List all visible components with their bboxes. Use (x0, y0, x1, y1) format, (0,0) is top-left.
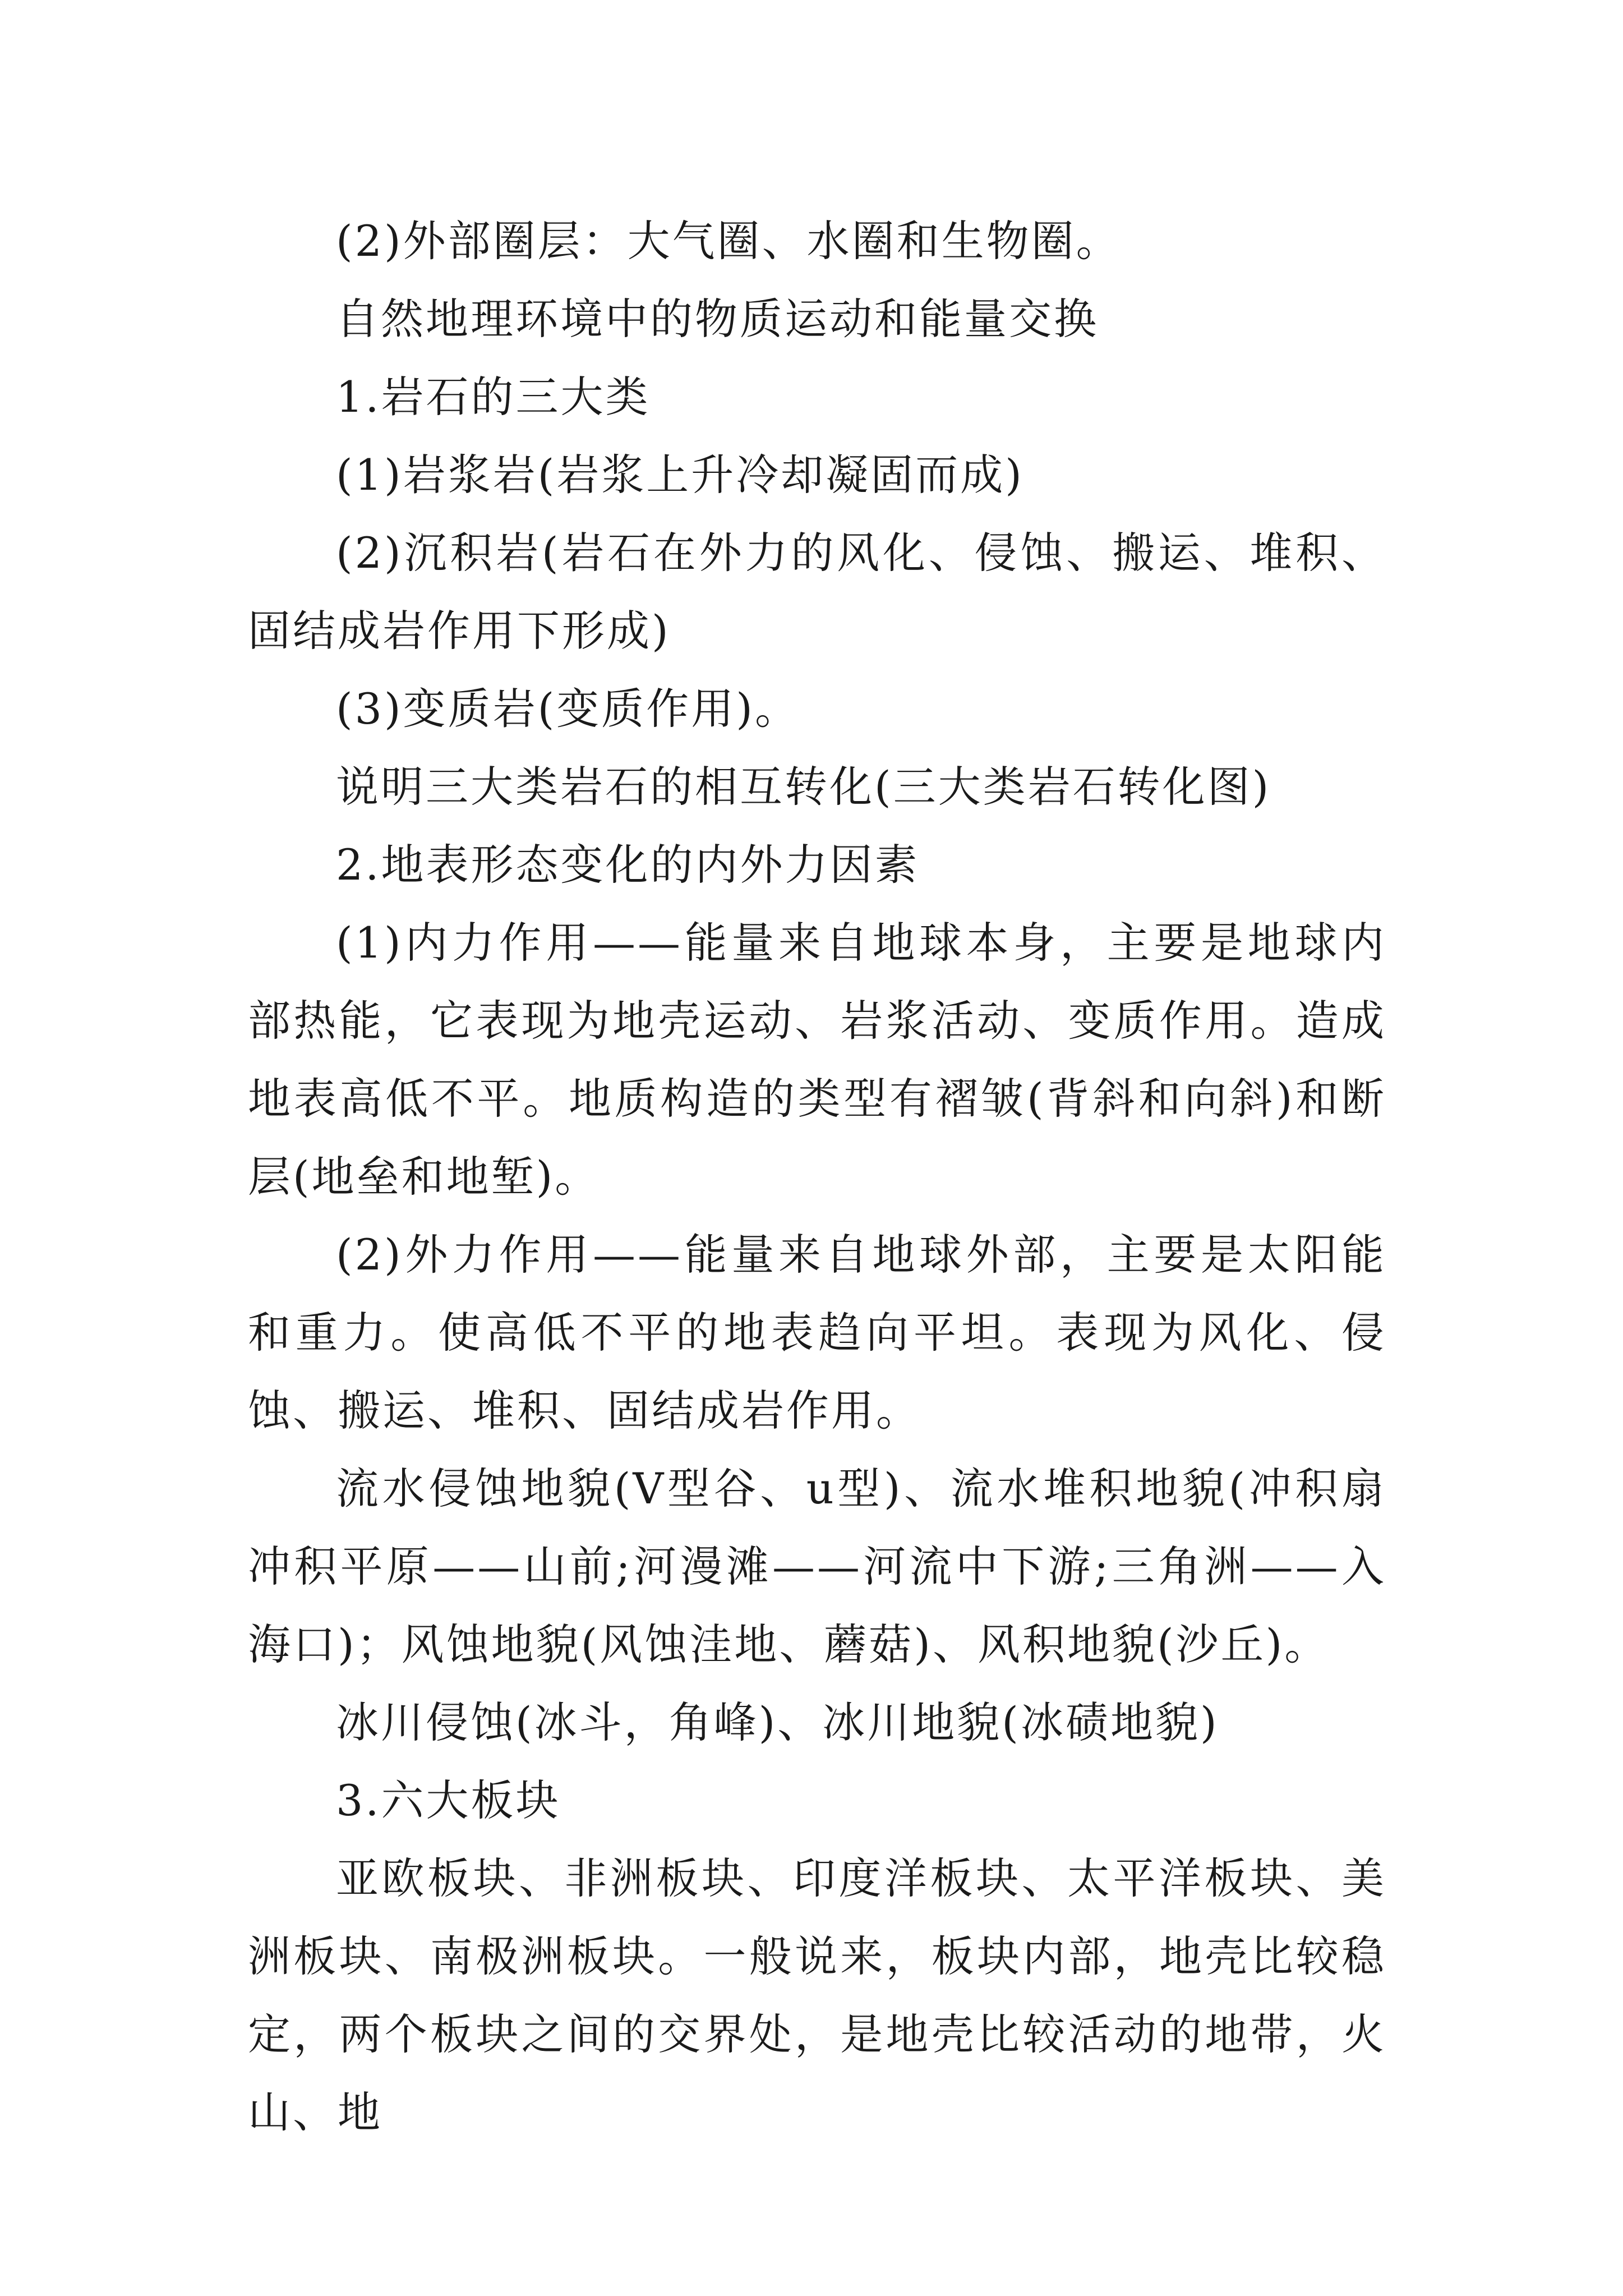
paragraph-plates-heading: 3.六大板块 (336, 1775, 561, 1825)
paragraph-internal-forces: (1)内力作用——能量来自地球本身，主要是地球内部热能，它表现为地壳运动、岩浆活动、变质作用。造成地表高低不平。地质构造的类型有褶皱(背斜和向斜)和断层(地垒和地堑)。 (248, 918, 1386, 1202)
paragraph-outer-spheres: (2)外部圈层：大气圈、水圈和生物圈。 (336, 216, 1121, 266)
paragraph-six-plates: 亚欧板块、非洲板块、印度洋板块、太平洋板块、美洲板块、南极洲板块。一般说来，板块内部，地壳比较稳定，两个板块之间的交界处，是地壳比较活动的地带，火山、地 (248, 1853, 1386, 2137)
paragraph-section-heading: 自然地理环境中的物质运动和能量交换 (336, 294, 1099, 344)
paragraph-external-forces: (2)外力作用——能量来自地球外部，主要是太阳能和重力。使高低不平的地表趋向平坦。表现为风化、侵蚀、搬运、堆积、固结成岩作用。 (248, 1230, 1386, 1435)
paragraph-metamorphic-rock: (3)变质岩(变质作用)。 (336, 684, 800, 734)
paragraph-sedimentary-rock: (2)沉积岩(岩石在外力的风化、侵蚀、搬运、堆积、固结成岩作用下形成) (248, 528, 1386, 656)
paragraph-rock-types-heading: 1.岩石的三大类 (336, 372, 651, 422)
paragraph-glacial-landforms: 冰川侵蚀(冰斗，角峰)、冰川地貌(冰碛地貌) (336, 1697, 1219, 1747)
document-body (248, 202, 1386, 2151)
paragraph-fluvial-aeolian-landforms: 流水侵蚀地貌(V型谷、u型)、流水堆积地貌(冲积扇冲积平原——山前;河漫滩——河流中下游;三角洲——入海口)；风蚀地貌(风蚀洼地、蘑菇)、风积地貌(沙丘)。 (248, 1464, 1386, 1669)
paragraph-landform-forces-heading: 2.地表形态变化的内外力因素 (336, 840, 920, 890)
paragraph-rock-conversion: 说明三大类岩石的相互转化(三大类岩石转化图) (336, 762, 1271, 812)
paragraph-igneous-rock: (1)岩浆岩(岩浆上升冷却凝固而成) (336, 450, 1024, 500)
